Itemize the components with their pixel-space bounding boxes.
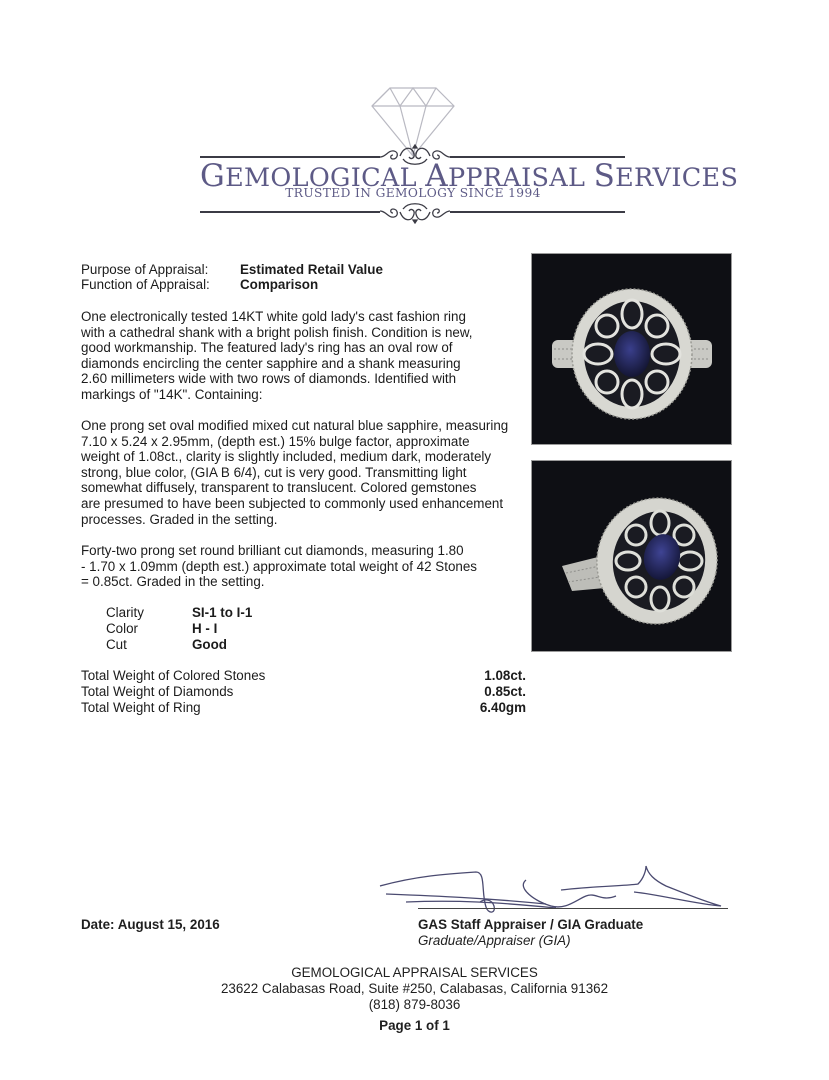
sapphire-description [81,418,521,527]
total-diamonds-value: 0.85ct. [484,684,526,699]
purpose-label: Purpose of Appraisal: [81,262,209,277]
description-line: with a cathedral shank with a bright polish finish. Condition is new, [81,324,473,340]
footer-address: 23622 Calabasas Road, Suite #250, Calabasas, California 91362 [220,981,609,996]
company-logo-name: GEMOLOGICAL APPRAISAL SERVICES [200,158,739,194]
grade-value-color: H - I [192,621,218,636]
ring-photo-top-view [532,254,731,444]
total-ring-weight-label: Total Weight of Ring [81,700,201,715]
grade-value-cut: Good [192,637,227,652]
description-line: 7.10 x 5.24 x 2.95mm, (depth est.) 15% bulge factor, approximate [81,433,470,449]
grade-label-clarity: Clarity [106,605,144,620]
ring-description [81,309,521,403]
description-line: One prong set oval modified mixed cut natural blue sapphire, measuring [81,418,509,433]
grade-label-cut: Cut [106,637,127,652]
page-number: Page 1 of 1 [379,1018,450,1033]
function-label: Function of Appraisal: [81,277,210,292]
company-tagline: TRUSTED IN GEMOLOGY SINCE 1994 [285,186,541,200]
footer-company: GEMOLOGICAL APPRAISAL SERVICES [291,965,538,980]
description-line: 2.60 millimeters wide with two rows of diamonds. Identified with [81,371,457,387]
grade-value-clarity: SI-1 to I-1 [192,605,253,620]
function-value: Comparison [240,277,319,292]
description-line: somewhat diffusely, transparent to translucent. Colored gemstones [81,480,477,496]
description-line: - 1.70 x 1.09mm (depth est.) approximate total weight of 42 Stones [81,558,477,574]
total-colored-stones-label: Total Weight of Colored Stones [81,668,266,683]
scroll-ornament-icon [378,200,452,224]
total-diamonds-label: Total Weight of Diamonds [81,684,234,699]
description-line: strong, blue color, (GIA B 6/4), cut is very good. Transmitting light [81,464,467,480]
appraiser-title: GAS Staff Appraiser / GIA Graduate [418,917,644,932]
description-line: processes. Graded in the setting. [81,511,278,527]
description-line: Forty-two prong set round brilliant cut diamonds, measuring 1.80 [81,543,464,558]
appraisal-date: Date: August 15, 2016 [81,917,220,932]
signature-line [418,908,728,909]
description-line: are presumed to have been subjected to commonly used enhancement [81,495,504,511]
description-line: markings of "14K". Containing: [81,386,263,402]
description-line: One electronically tested 14KT white gold lady's cast fashion ring [81,309,466,324]
ring-photo-angled-view [532,461,731,651]
total-colored-stones-value: 1.08ct. [484,668,526,683]
total-ring-weight-value: 6.40gm [479,700,526,715]
appraiser-signature [376,862,736,918]
diamonds-description [81,543,521,590]
description-line: = 0.85ct. Graded in the setting. [81,574,265,590]
footer-phone: (818) 879-8036 [368,997,461,1012]
purpose-value: Estimated Retail Value [240,262,383,277]
grade-label-color: Color [106,621,138,636]
appraiser-credentials: Graduate/Appraiser (GIA) [418,933,571,948]
description-line: good workmanship. The featured lady's ring has an oval row of [81,340,453,356]
description-line: weight of 1.08ct., clarity is slightly included, medium dark, moderately [81,449,492,465]
header-divider-left-bottom [200,211,380,213]
header-divider-right-bottom [450,211,625,213]
description-line: diamonds encircling the center sapphire and a shank measuring [81,355,461,371]
